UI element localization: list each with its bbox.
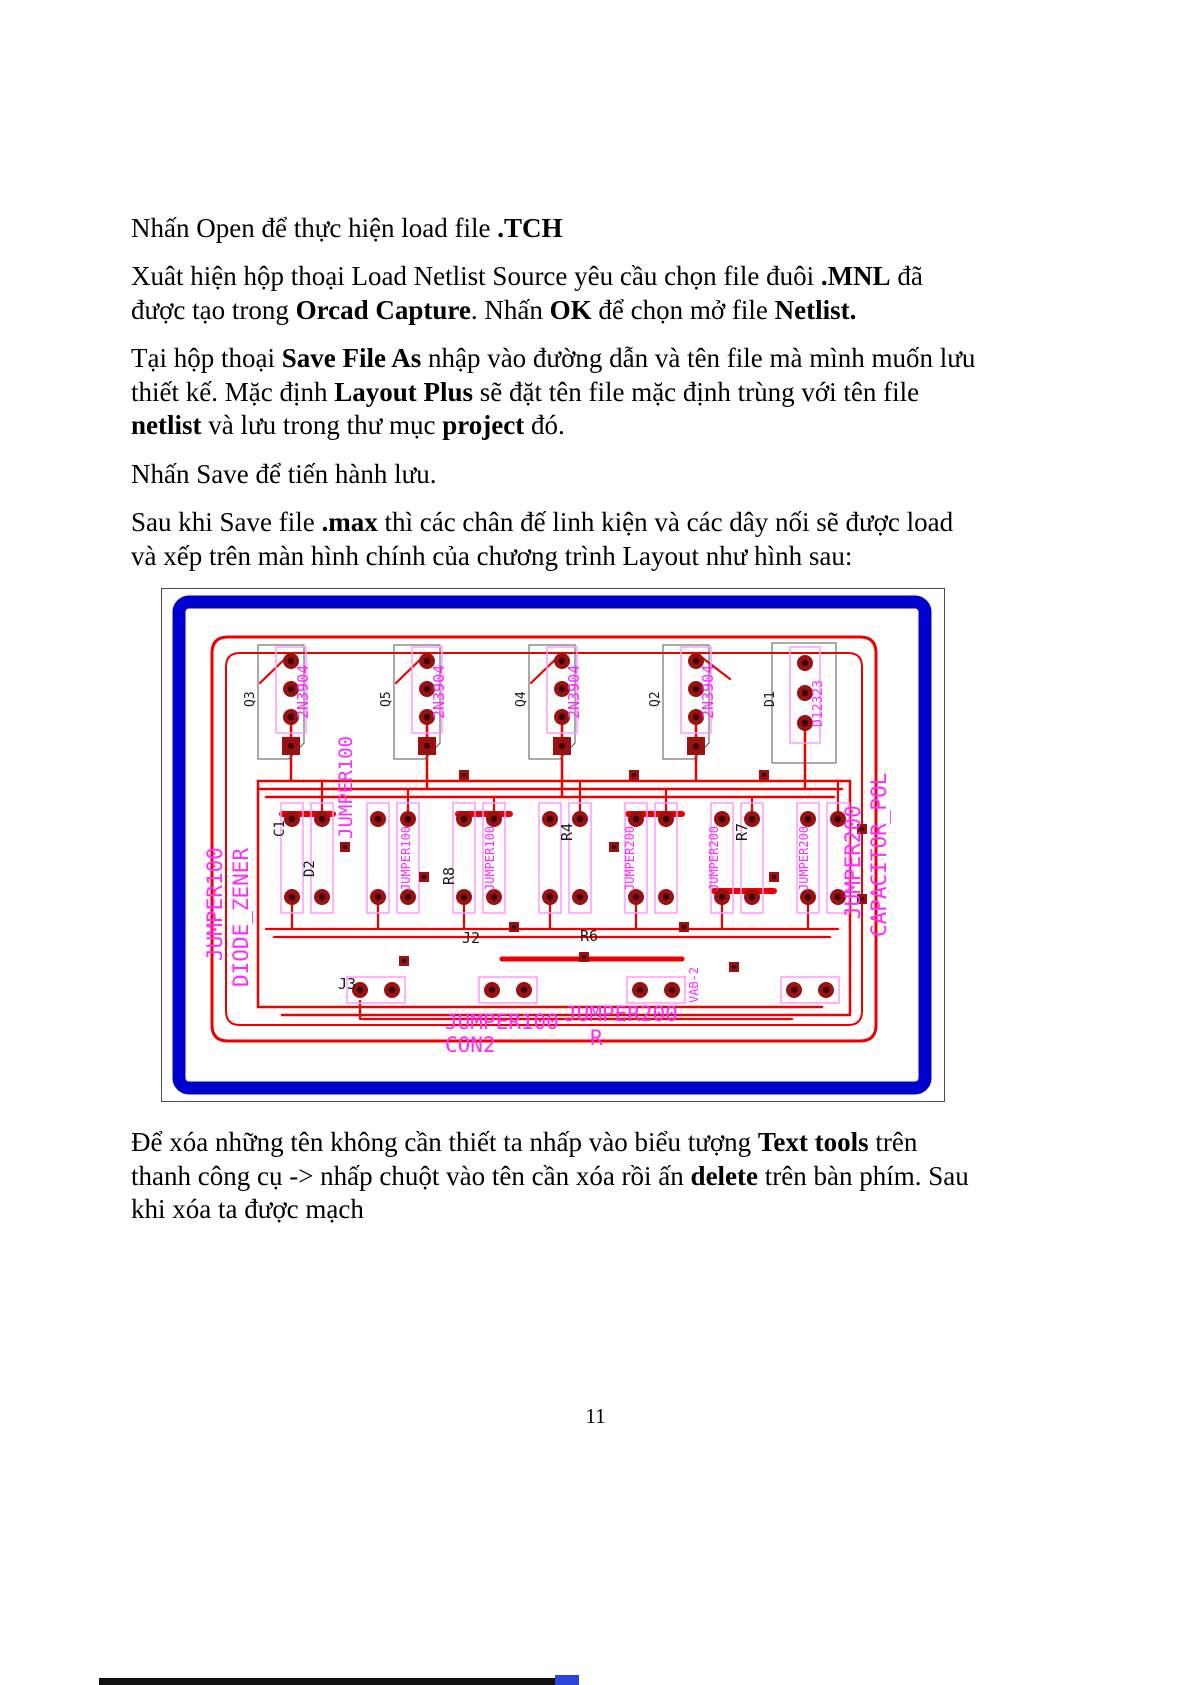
pcb-pad <box>693 658 699 664</box>
pcb-canvas <box>162 589 942 1101</box>
pcb-pad <box>762 773 766 777</box>
pcb-pad <box>612 845 616 849</box>
pcb-label: R4 <box>558 823 576 842</box>
pcb-label: JUMPER200 <box>841 805 865 920</box>
pcb-pad <box>772 875 776 879</box>
pcb-pad <box>405 816 411 822</box>
pcb-pad <box>319 816 325 822</box>
text-run: Nhấn Save để tiến hành lưu. <box>131 458 437 489</box>
pcb-pad <box>491 816 497 822</box>
pcb-label: JUMPER200 <box>707 826 721 892</box>
pcb-pad <box>461 894 467 900</box>
pcb-label: R8 <box>440 867 458 886</box>
pcb-pad <box>632 773 636 777</box>
pcb-pad <box>289 816 295 822</box>
pcb-pad <box>805 816 811 822</box>
pcb-label: R7 <box>733 823 751 842</box>
pcb-pad <box>633 894 639 900</box>
paragraph-after-save <box>131 506 983 573</box>
pcb-label: Q3 <box>243 691 258 708</box>
pcb-pad <box>424 658 430 664</box>
text-run: .MNL <box>820 261 891 292</box>
text-run: Để xóa những tên không cần thiết ta nhấp vào biểu tượng <box>131 1127 758 1158</box>
pcb-pad <box>719 894 725 900</box>
pcb-label: JUMPER100 <box>399 826 413 892</box>
text-run: OK <box>549 294 592 325</box>
paragraph-text-tools <box>131 1126 983 1226</box>
text-run: nhập vào đường dẫn và tên file mà mình muốn lưu thiết kế. Mặc định <box>131 343 983 407</box>
text-run: delete <box>690 1160 759 1191</box>
pcb-label: 2N3904 <box>294 665 312 720</box>
text-run: và lưu trong thư mục <box>201 410 443 441</box>
pcb-label: D12323 <box>811 680 826 728</box>
text-run: Text tools <box>757 1127 869 1158</box>
pcb-pad <box>375 816 381 822</box>
pcb-pad <box>823 987 829 993</box>
pcb-pad <box>559 658 565 664</box>
pcb-pad <box>289 894 295 900</box>
pcb-pad <box>732 965 736 969</box>
pcb-label: JUMPER200 <box>564 1002 678 1027</box>
pcb-pad <box>805 894 811 900</box>
paragraph-save <box>131 458 983 491</box>
pcb-pad <box>693 743 699 749</box>
pcb-pad <box>402 959 406 963</box>
pcb-pad <box>582 955 586 959</box>
pcb-pad <box>802 720 808 726</box>
pcb-pad <box>791 987 797 993</box>
pcb-pad <box>424 743 430 749</box>
paragraph-open-tch <box>131 212 983 245</box>
pcb-label: 2N3904 <box>565 665 583 720</box>
pcb-pad <box>559 743 565 749</box>
pcb-pad <box>719 816 725 822</box>
pcb-pad <box>633 816 639 822</box>
pcb-label: JUMPER100 <box>445 1010 559 1035</box>
footer-blue-chip <box>555 1675 579 1685</box>
pcb-pad <box>319 894 325 900</box>
pcb-pad <box>663 816 669 822</box>
text-run: Nhấn Open để thực hiện load file <box>131 213 498 243</box>
pcb-pad <box>288 658 294 664</box>
pcb-pad <box>637 987 643 993</box>
text-run: .max <box>321 507 378 538</box>
pcb-pad <box>389 987 395 993</box>
pcb-pad <box>288 743 294 749</box>
pcb-pad <box>547 816 553 822</box>
text-run: trên thanh công cụ -> nhấp chuột vào tên cần xóa rồi ấn <box>131 1127 925 1191</box>
pcb-label: CAPACITOR_POL <box>867 772 891 938</box>
pcb-label: D1 <box>763 691 778 708</box>
pcb-label: R6 <box>580 927 599 946</box>
text-run: đã được tạo trong <box>131 261 930 325</box>
text-run: Orcad Capture <box>295 294 471 325</box>
pcb-pad <box>405 894 411 900</box>
text-run: Save File As <box>281 343 422 374</box>
pcb-label: Q5 <box>379 691 394 708</box>
footer-strip <box>99 1678 555 1685</box>
pcb-label: CON2 <box>445 1033 496 1058</box>
paragraph-save-file-as <box>131 342 983 442</box>
pcb-label: J2 <box>462 929 481 948</box>
pcb-label: Q4 <box>514 691 529 708</box>
text-run: netlist <box>131 410 202 441</box>
pcb-label: JUMPER100 <box>335 736 357 840</box>
text-run: để chọn mở file <box>591 294 775 325</box>
pcb-pad <box>462 773 466 777</box>
text-run: project <box>442 410 525 441</box>
text-run: Sau khi Save file <box>131 507 322 538</box>
page-number: 11 <box>585 1404 606 1428</box>
pcb-pad <box>682 925 686 929</box>
text-run: Tại hộp thoại <box>131 343 282 374</box>
text-run: thì các chân đế linh kiện và các dây nối sẽ được load và xếp trên màn hình chính của chương trình Layout như hình sau: <box>131 507 960 571</box>
pcb-pad <box>802 690 808 696</box>
pcb-pad <box>547 894 553 900</box>
pcb-label: Q2 <box>648 691 663 708</box>
text-run: Netlist. <box>774 294 857 325</box>
pcb-pad <box>461 816 467 822</box>
pcb-label: JUMPER100 <box>203 847 227 962</box>
pcb-label: JUMPER200 <box>797 826 811 892</box>
pcb-label: 2N3904 <box>699 665 717 720</box>
pcb-label: D2 <box>302 860 318 878</box>
pcb-pad <box>422 875 426 879</box>
pcb-pad <box>521 987 527 993</box>
pcb-pad <box>489 987 495 993</box>
pcb-pad <box>669 987 675 993</box>
pcb-label: JUMPER100 <box>483 826 497 892</box>
text-run: trên bàn phím. Sau khi xóa ta được mạch <box>131 1160 976 1225</box>
pcb-pad <box>577 816 583 822</box>
pcb-pad <box>802 660 808 666</box>
pcb-layout-image <box>161 588 945 1102</box>
text-run: Layout Plus <box>334 376 473 407</box>
pcb-pad <box>663 894 669 900</box>
text-run: Xuât hiện hộp thoại Load Netlist Source yêu cầu chọn file đuôi <box>131 261 821 292</box>
paragraph-load-netlist <box>131 260 983 327</box>
pcb-label: J3 <box>338 975 357 994</box>
pcb-label: VAB-2 <box>687 967 701 1004</box>
pcb-pad <box>343 845 347 849</box>
pcb-pad <box>512 925 516 929</box>
pcb-pad <box>577 894 583 900</box>
pcb-label: R <box>590 1026 603 1051</box>
pcb-pad <box>749 816 755 822</box>
pcb-pad <box>491 894 497 900</box>
text-run: sẽ đặt tên file mặc định trùng với tên file <box>473 376 926 407</box>
pcb-pad <box>749 894 755 900</box>
pcb-label: C1 <box>272 820 288 838</box>
text-run: . Nhấn <box>470 294 550 325</box>
text-run: đó. <box>524 410 565 441</box>
pcb-label: JUMPER200 <box>623 826 637 892</box>
document-body <box>131 212 983 1242</box>
pcb-pad <box>357 987 363 993</box>
pcb-label: DIODE_ZENER <box>229 848 253 988</box>
pcb-pad <box>375 894 381 900</box>
pcb-label: 2N3904 <box>430 665 448 720</box>
text-run: .TCH <box>497 213 563 243</box>
